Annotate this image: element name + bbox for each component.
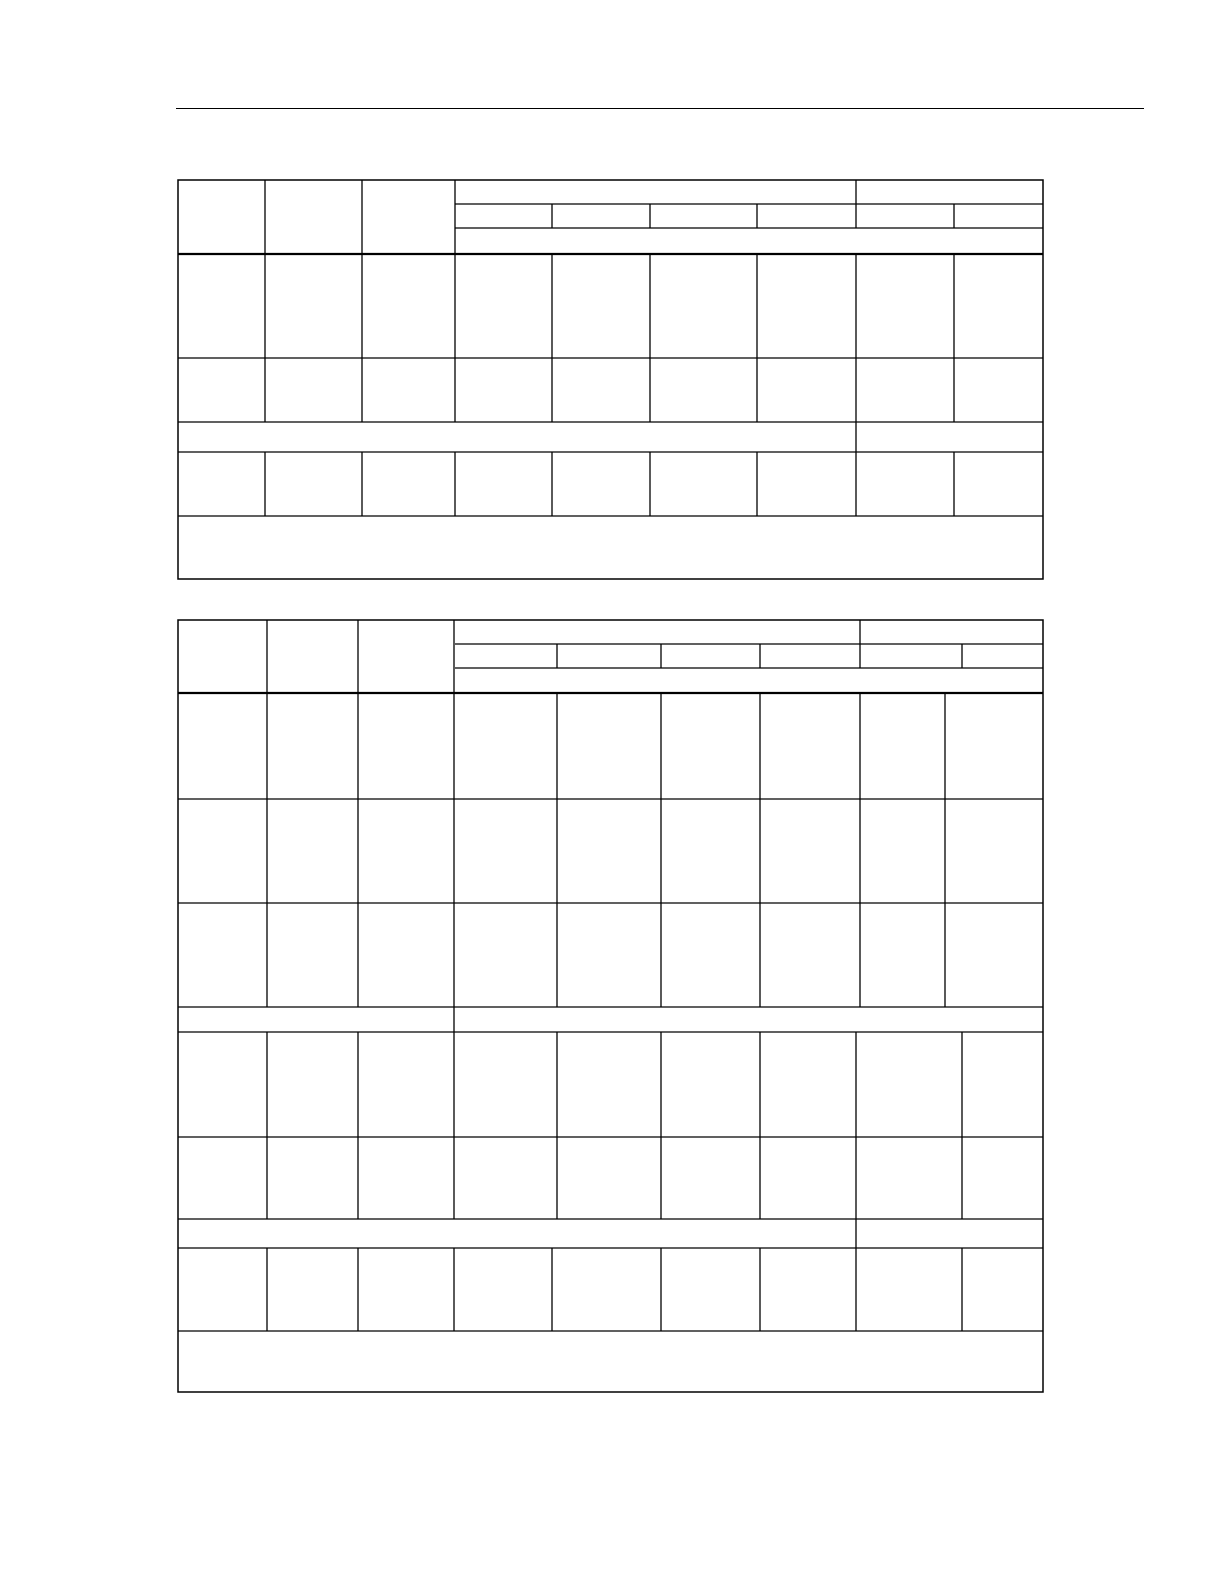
table-2 xyxy=(178,620,1043,1392)
table-1 xyxy=(178,180,1043,579)
